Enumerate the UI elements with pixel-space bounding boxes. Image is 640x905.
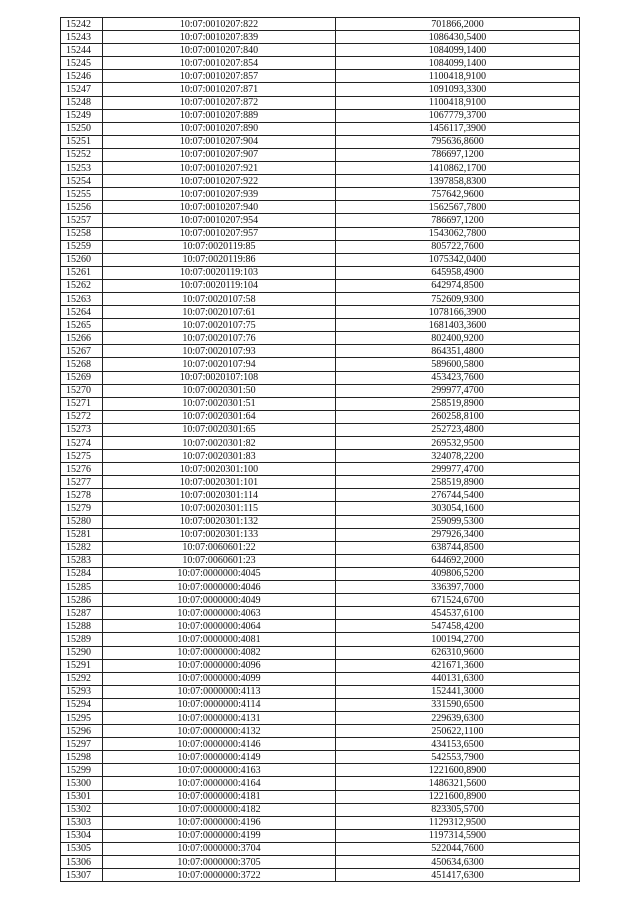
cadastral-number-cell: 10:07:0010207:857 <box>103 70 336 83</box>
row-number-cell: 15272 <box>61 410 103 423</box>
row-number-cell: 15278 <box>61 489 103 502</box>
cadastral-value-cell: 1197314,5900 <box>336 829 580 842</box>
cadastral-number-cell: 10:07:0000000:4113 <box>103 685 336 698</box>
cadastral-value-cell: 752609,9300 <box>336 292 580 305</box>
cadastral-number-cell: 10:07:0000000:4096 <box>103 659 336 672</box>
cadastral-number-cell: 10:07:0010207:840 <box>103 44 336 57</box>
row-number-cell: 15248 <box>61 96 103 109</box>
cadastral-value-cell: 671524,6700 <box>336 594 580 607</box>
row-number-cell: 15273 <box>61 423 103 436</box>
cadastral-value-cell: 336397,7000 <box>336 581 580 594</box>
table-row <box>61 803 580 816</box>
cadastral-value-cell: 786697,1200 <box>336 214 580 227</box>
cadastral-number-cell: 10:07:0010207:822 <box>103 18 336 31</box>
cadastral-value-cell: 757642,9600 <box>336 188 580 201</box>
cadastral-number-cell: 10:07:0020301:82 <box>103 437 336 450</box>
row-number-cell: 15280 <box>61 515 103 528</box>
row-number-cell: 15254 <box>61 175 103 188</box>
row-number-cell: 15250 <box>61 122 103 135</box>
cadastral-value-cell: 1221600,8900 <box>336 790 580 803</box>
table-row <box>61 856 580 869</box>
table-row <box>61 306 580 319</box>
row-number-cell: 15301 <box>61 790 103 803</box>
cadastral-number-cell: 10:07:0000000:3704 <box>103 842 336 855</box>
cadastral-number-cell: 10:07:0000000:4049 <box>103 594 336 607</box>
cadastral-number-cell: 10:07:0010207:922 <box>103 175 336 188</box>
row-number-cell: 15293 <box>61 685 103 698</box>
cadastral-number-cell: 10:07:0060601:22 <box>103 541 336 554</box>
cadastral-number-cell: 10:07:0020119:104 <box>103 279 336 292</box>
cadastral-number-cell: 10:07:0000000:4081 <box>103 633 336 646</box>
row-number-cell: 15295 <box>61 711 103 724</box>
cadastral-number-cell: 10:07:0020301:83 <box>103 450 336 463</box>
cadastral-value-cell: 276744,5400 <box>336 489 580 502</box>
cadastral-value-cell: 299977,4700 <box>336 384 580 397</box>
cadastral-value-cell: 252723,4800 <box>336 423 580 436</box>
cadastral-value-cell: 823305,5700 <box>336 803 580 816</box>
cadastral-value-cell: 250622,1100 <box>336 725 580 738</box>
table-row <box>61 279 580 292</box>
cadastral-number-cell: 10:07:0000000:4164 <box>103 777 336 790</box>
row-number-cell: 15284 <box>61 567 103 580</box>
table-row <box>61 685 580 698</box>
row-number-cell: 15242 <box>61 18 103 31</box>
cadastral-number-cell: 10:07:0010207:890 <box>103 122 336 135</box>
cadastral-number-cell: 10:07:0020301:132 <box>103 515 336 528</box>
row-number-cell: 15268 <box>61 358 103 371</box>
row-number-cell: 15292 <box>61 672 103 685</box>
cadastral-value-cell: 152441,3000 <box>336 685 580 698</box>
cadastral-value-cell: 1086430,5400 <box>336 31 580 44</box>
cadastral-value-cell: 1543062,7800 <box>336 227 580 240</box>
cadastral-value-cell: 626310,9600 <box>336 646 580 659</box>
cadastral-value-cell: 440131,6300 <box>336 672 580 685</box>
cadastral-value-cell: 258519,8900 <box>336 476 580 489</box>
cadastral-value-cell: 864351,4800 <box>336 345 580 358</box>
table-row <box>61 463 580 476</box>
table-row <box>61 738 580 751</box>
table-row <box>61 698 580 711</box>
table-row <box>61 227 580 240</box>
table-row <box>61 607 580 620</box>
cadastral-number-cell: 10:07:0010207:957 <box>103 227 336 240</box>
cadastral-value-cell: 547458,4200 <box>336 620 580 633</box>
row-number-cell: 15251 <box>61 135 103 148</box>
row-number-cell: 15243 <box>61 31 103 44</box>
table-row <box>61 489 580 502</box>
cadastral-value-cell: 260258,8100 <box>336 410 580 423</box>
row-number-cell: 15269 <box>61 371 103 384</box>
table-row <box>61 70 580 83</box>
row-number-cell: 15297 <box>61 738 103 751</box>
cadastral-number-cell: 10:07:0020301:64 <box>103 410 336 423</box>
table-row <box>61 711 580 724</box>
table-row <box>61 541 580 554</box>
table-row <box>61 633 580 646</box>
row-number-cell: 15266 <box>61 332 103 345</box>
cadastral-number-cell: 10:07:0020107:76 <box>103 332 336 345</box>
cadastral-value-cell: 1084099,1400 <box>336 44 580 57</box>
cadastral-number-cell: 10:07:0020301:101 <box>103 476 336 489</box>
cadastral-number-cell: 10:07:0010207:854 <box>103 57 336 70</box>
table-row <box>61 240 580 253</box>
row-number-cell: 15291 <box>61 659 103 672</box>
row-number-cell: 15298 <box>61 751 103 764</box>
row-number-cell: 15300 <box>61 777 103 790</box>
row-number-cell: 15288 <box>61 620 103 633</box>
cadastral-number-cell: 10:07:0000000:4149 <box>103 751 336 764</box>
cadastral-value-cell: 795636,8600 <box>336 135 580 148</box>
row-number-cell: 15261 <box>61 266 103 279</box>
row-number-cell: 15294 <box>61 698 103 711</box>
cadastral-number-cell: 10:07:0000000:4181 <box>103 790 336 803</box>
cadastral-number-cell: 10:07:0020107:58 <box>103 292 336 305</box>
cadastral-number-cell: 10:07:0000000:3705 <box>103 856 336 869</box>
table-row <box>61 646 580 659</box>
cadastral-value-cell: 450634,6300 <box>336 856 580 869</box>
table-row <box>61 594 580 607</box>
row-number-cell: 15282 <box>61 541 103 554</box>
row-number-cell: 15263 <box>61 292 103 305</box>
cadastral-number-cell: 10:07:0020301:50 <box>103 384 336 397</box>
row-number-cell: 15265 <box>61 319 103 332</box>
cadastral-number-cell: 10:07:0000000:4131 <box>103 711 336 724</box>
table-row <box>61 83 580 96</box>
cadastral-value-cell: 303054,1600 <box>336 502 580 515</box>
cadastral-value-cell: 638744,8500 <box>336 541 580 554</box>
cadastral-value-cell: 1397858,8300 <box>336 175 580 188</box>
cadastral-value-cell: 454537,6100 <box>336 607 580 620</box>
row-number-cell: 15276 <box>61 463 103 476</box>
table-row <box>61 122 580 135</box>
table-row <box>61 437 580 450</box>
row-number-cell: 15267 <box>61 345 103 358</box>
table-row <box>61 358 580 371</box>
cadastral-number-cell: 10:07:0010207:839 <box>103 31 336 44</box>
row-number-cell: 15244 <box>61 44 103 57</box>
table-row <box>61 332 580 345</box>
cadastral-value-cell: 299977,4700 <box>336 463 580 476</box>
row-number-cell: 15247 <box>61 83 103 96</box>
cadastral-number-cell: 10:07:0000000:4046 <box>103 581 336 594</box>
table-row <box>61 816 580 829</box>
cadastral-value-table <box>60 17 580 882</box>
row-number-cell: 15290 <box>61 646 103 659</box>
cadastral-value-cell: 522044,7600 <box>336 842 580 855</box>
cadastral-number-cell: 10:07:0020301:114 <box>103 489 336 502</box>
row-number-cell: 15304 <box>61 829 103 842</box>
cadastral-number-cell: 10:07:0020301:133 <box>103 528 336 541</box>
cadastral-number-cell: 10:07:0000000:4063 <box>103 607 336 620</box>
cadastral-value-cell: 644692,2000 <box>336 554 580 567</box>
cadastral-value-cell: 259099,5300 <box>336 515 580 528</box>
cadastral-value-cell: 802400,9200 <box>336 332 580 345</box>
cadastral-value-cell: 1681403,3600 <box>336 319 580 332</box>
table-row <box>61 44 580 57</box>
row-number-cell: 15259 <box>61 240 103 253</box>
cadastral-number-cell: 10:07:0000000:4163 <box>103 764 336 777</box>
cadastral-value-cell: 451417,6300 <box>336 869 580 882</box>
cadastral-value-cell: 1456117,3900 <box>336 122 580 135</box>
cadastral-number-cell: 10:07:0000000:4182 <box>103 803 336 816</box>
table-row <box>61 567 580 580</box>
cadastral-number-cell: 10:07:0020119:85 <box>103 240 336 253</box>
row-number-cell: 15252 <box>61 148 103 161</box>
row-number-cell: 15302 <box>61 803 103 816</box>
row-number-cell: 15271 <box>61 397 103 410</box>
cadastral-value-cell: 421671,3600 <box>336 659 580 672</box>
cadastral-value-cell: 269532,9500 <box>336 437 580 450</box>
cadastral-number-cell: 10:07:0010207:872 <box>103 96 336 109</box>
row-number-cell: 15258 <box>61 227 103 240</box>
table-row <box>61 450 580 463</box>
cadastral-number-cell: 10:07:0010207:889 <box>103 109 336 122</box>
row-number-cell: 15274 <box>61 437 103 450</box>
cadastral-number-cell: 10:07:0020301:51 <box>103 397 336 410</box>
table-row <box>61 672 580 685</box>
row-number-cell: 15249 <box>61 109 103 122</box>
row-number-cell: 15264 <box>61 306 103 319</box>
row-number-cell: 15303 <box>61 816 103 829</box>
cadastral-number-cell: 10:07:0060601:23 <box>103 554 336 567</box>
table-row <box>61 371 580 384</box>
cadastral-value-cell: 1075342,0400 <box>336 253 580 266</box>
cadastral-number-cell: 10:07:0000000:3722 <box>103 869 336 882</box>
cadastral-value-cell: 1100418,9100 <box>336 96 580 109</box>
cadastral-value-cell: 324078,2200 <box>336 450 580 463</box>
cadastral-value-cell: 645958,4900 <box>336 266 580 279</box>
cadastral-number-cell: 10:07:0020107:75 <box>103 319 336 332</box>
table-row <box>61 725 580 738</box>
table-row <box>61 410 580 423</box>
table-row <box>61 31 580 44</box>
table-row <box>61 57 580 70</box>
table-row <box>61 188 580 201</box>
cadastral-number-cell: 10:07:0000000:4132 <box>103 725 336 738</box>
cadastral-number-cell: 10:07:0010207:939 <box>103 188 336 201</box>
cadastral-value-cell: 331590,6500 <box>336 698 580 711</box>
cadastral-value-cell: 701866,2000 <box>336 18 580 31</box>
table-row <box>61 253 580 266</box>
table-row <box>61 292 580 305</box>
table-row <box>61 384 580 397</box>
row-number-cell: 15307 <box>61 869 103 882</box>
cadastral-number-cell: 10:07:0000000:4099 <box>103 672 336 685</box>
table-row <box>61 397 580 410</box>
cadastral-number-cell: 10:07:0010207:904 <box>103 135 336 148</box>
table-row <box>61 869 580 882</box>
cadastral-value-cell: 589600,5800 <box>336 358 580 371</box>
row-number-cell: 15270 <box>61 384 103 397</box>
cadastral-number-cell: 10:07:0020107:108 <box>103 371 336 384</box>
table-row <box>61 777 580 790</box>
row-number-cell: 15246 <box>61 70 103 83</box>
cadastral-number-cell: 10:07:0020107:61 <box>103 306 336 319</box>
row-number-cell: 15296 <box>61 725 103 738</box>
row-number-cell: 15245 <box>61 57 103 70</box>
row-number-cell: 15260 <box>61 253 103 266</box>
cadastral-value-cell: 1078166,3900 <box>336 306 580 319</box>
table-row <box>61 175 580 188</box>
table-row <box>61 423 580 436</box>
row-number-cell: 15283 <box>61 554 103 567</box>
row-number-cell: 15286 <box>61 594 103 607</box>
cadastral-number-cell: 10:07:0020301:65 <box>103 423 336 436</box>
cadastral-number-cell: 10:07:0010207:954 <box>103 214 336 227</box>
cadastral-value-cell: 100194,2700 <box>336 633 580 646</box>
table-row <box>61 829 580 842</box>
cadastral-value-cell: 297926,3400 <box>336 528 580 541</box>
cadastral-number-cell: 10:07:0010207:921 <box>103 162 336 175</box>
cadastral-value-cell: 229639,6300 <box>336 711 580 724</box>
cadastral-value-cell: 1067779,3700 <box>336 109 580 122</box>
row-number-cell: 15279 <box>61 502 103 515</box>
row-number-cell: 15275 <box>61 450 103 463</box>
cadastral-number-cell: 10:07:0020107:93 <box>103 345 336 358</box>
cadastral-number-cell: 10:07:0020107:94 <box>103 358 336 371</box>
row-number-cell: 15299 <box>61 764 103 777</box>
cadastral-value-cell: 805722,7600 <box>336 240 580 253</box>
cadastral-number-cell: 10:07:0020119:86 <box>103 253 336 266</box>
row-number-cell: 15257 <box>61 214 103 227</box>
cadastral-value-cell: 1100418,9100 <box>336 70 580 83</box>
row-number-cell: 15305 <box>61 842 103 855</box>
table-row <box>61 135 580 148</box>
cadastral-value-cell: 258519,8900 <box>336 397 580 410</box>
row-number-cell: 15285 <box>61 581 103 594</box>
table-row <box>61 476 580 489</box>
row-number-cell: 15277 <box>61 476 103 489</box>
cadastral-number-cell: 10:07:0020119:103 <box>103 266 336 279</box>
cadastral-number-cell: 10:07:0010207:940 <box>103 201 336 214</box>
cadastral-value-cell: 542553,7900 <box>336 751 580 764</box>
cadastral-value-cell: 1221600,8900 <box>336 764 580 777</box>
cadastral-value-cell: 786697,1200 <box>336 148 580 161</box>
table-row <box>61 581 580 594</box>
cadastral-number-cell: 10:07:0020301:100 <box>103 463 336 476</box>
table-row <box>61 790 580 803</box>
table-row <box>61 842 580 855</box>
cadastral-number-cell: 10:07:0000000:4196 <box>103 816 336 829</box>
row-number-cell: 15306 <box>61 856 103 869</box>
cadastral-value-cell: 642974,8500 <box>336 279 580 292</box>
table-row <box>61 214 580 227</box>
table-row <box>61 764 580 777</box>
row-number-cell: 15289 <box>61 633 103 646</box>
row-number-cell: 15287 <box>61 607 103 620</box>
cadastral-value-cell: 1129312,9500 <box>336 816 580 829</box>
table-row <box>61 109 580 122</box>
table-row <box>61 162 580 175</box>
cadastral-number-cell: 10:07:0000000:4045 <box>103 567 336 580</box>
cadastral-number-cell: 10:07:0010207:871 <box>103 83 336 96</box>
row-number-cell: 15256 <box>61 201 103 214</box>
cadastral-number-cell: 10:07:0000000:4082 <box>103 646 336 659</box>
row-number-cell: 15253 <box>61 162 103 175</box>
cadastral-number-cell: 10:07:0020301:115 <box>103 502 336 515</box>
cadastral-number-cell: 10:07:0000000:4199 <box>103 829 336 842</box>
table-row <box>61 201 580 214</box>
cadastral-number-cell: 10:07:0000000:4114 <box>103 698 336 711</box>
row-number-cell: 15255 <box>61 188 103 201</box>
table-row <box>61 515 580 528</box>
cadastral-value-cell: 453423,7600 <box>336 371 580 384</box>
row-number-cell: 15262 <box>61 279 103 292</box>
cadastral-value-cell: 1562567,7800 <box>336 201 580 214</box>
cadastral-number-cell: 10:07:0000000:4064 <box>103 620 336 633</box>
table-row <box>61 96 580 109</box>
cadastral-value-cell: 1091093,3300 <box>336 83 580 96</box>
table-row <box>61 659 580 672</box>
table-row <box>61 345 580 358</box>
table-row <box>61 319 580 332</box>
table-row <box>61 502 580 515</box>
table-row <box>61 554 580 567</box>
table-row <box>61 751 580 764</box>
table-row <box>61 528 580 541</box>
cadastral-value-cell: 1410862,1700 <box>336 162 580 175</box>
table-row <box>61 620 580 633</box>
cadastral-number-cell: 10:07:0010207:907 <box>103 148 336 161</box>
table-row <box>61 18 580 31</box>
cadastral-value-cell: 409806,5200 <box>336 567 580 580</box>
row-number-cell: 15281 <box>61 528 103 541</box>
table-row <box>61 266 580 279</box>
table-body <box>61 18 580 882</box>
cadastral-number-cell: 10:07:0000000:4146 <box>103 738 336 751</box>
cadastral-value-cell: 434153,6500 <box>336 738 580 751</box>
table-row <box>61 148 580 161</box>
cadastral-value-cell: 1486321,5600 <box>336 777 580 790</box>
cadastral-value-cell: 1084099,1400 <box>336 57 580 70</box>
